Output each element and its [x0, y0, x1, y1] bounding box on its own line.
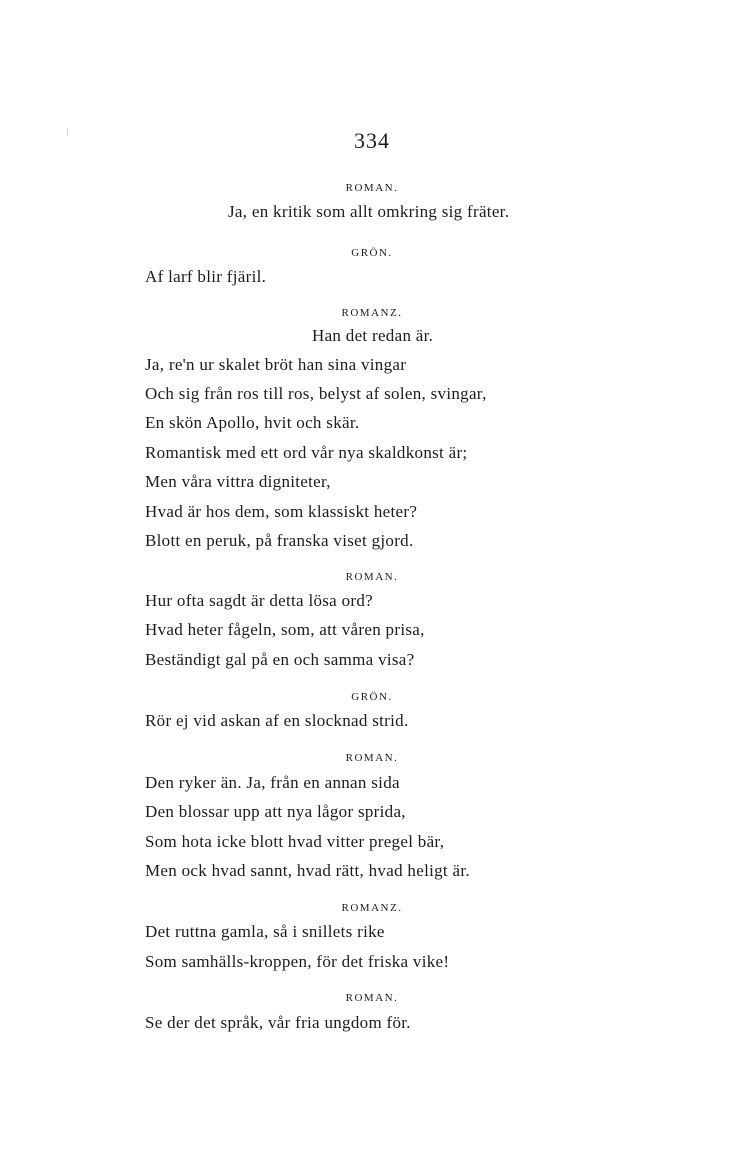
verse-line: Beständigt gal på en och samma visa?: [145, 650, 415, 669]
verse-line: Hvad heter fågeln, som, att våren prisa,: [145, 620, 425, 639]
verse-line: Hur ofta sagdt är detta lösa ord?: [145, 591, 373, 610]
verse-line: Som hota icke blott hvad vitter pregel bär,: [145, 832, 445, 851]
speaker-label: GRÖN.: [351, 691, 393, 703]
speaker-label: ROMAN.: [345, 571, 399, 583]
verse-line: Han det redan är.: [312, 326, 434, 345]
verse-line: Men ock hvad sannt, hvad rätt, hvad heligt är.: [145, 861, 470, 880]
verse-line: Som samhälls-kroppen, för det friska vike!: [145, 952, 450, 971]
speaker-label: ROMAN.: [345, 752, 399, 764]
verse-line: Se der det språk, vår fria ungdom för.: [145, 1013, 411, 1032]
speaker-label: GRÖN.: [351, 247, 393, 259]
verse-line: Blott en peruk, på franska viset gjord.: [145, 531, 414, 550]
verse-line: Den ryker än. Ja, från en annan sida: [145, 773, 400, 792]
speaker-label: ROMAN.: [345, 182, 399, 194]
verse-line: En skön Apollo, hvit och skär.: [145, 413, 360, 432]
verse-line: Men våra vittra digniteter,: [145, 472, 331, 491]
speaker-label: ROMANZ.: [341, 902, 403, 914]
verse-line: Hvad är hos dem, som klassiskt heter?: [145, 502, 418, 521]
verse-line: Och sig från ros till ros, belyst af solen, svingar,: [145, 384, 487, 403]
verse-line: Ja, en kritik som allt omkring sig fräter.: [228, 202, 510, 221]
page-number: 334: [354, 128, 390, 153]
verse-line: Det ruttna gamla, så i snillets rike: [145, 922, 385, 941]
verse-line: Den blossar upp att nya lågor sprida,: [145, 802, 406, 821]
verse-line: Rör ej vid askan af en slocknad strid.: [145, 711, 409, 730]
verse-line: Ja, re'n ur skalet bröt han sina vingar: [145, 355, 407, 374]
verse-line: Romantisk med ett ord vår nya skaldkonst är;: [145, 443, 468, 462]
speaker-label: ROMAN.: [345, 992, 399, 1004]
verse-line: Af larf blir fjäril.: [145, 267, 267, 286]
speaker-label: ROMANZ.: [341, 307, 403, 319]
